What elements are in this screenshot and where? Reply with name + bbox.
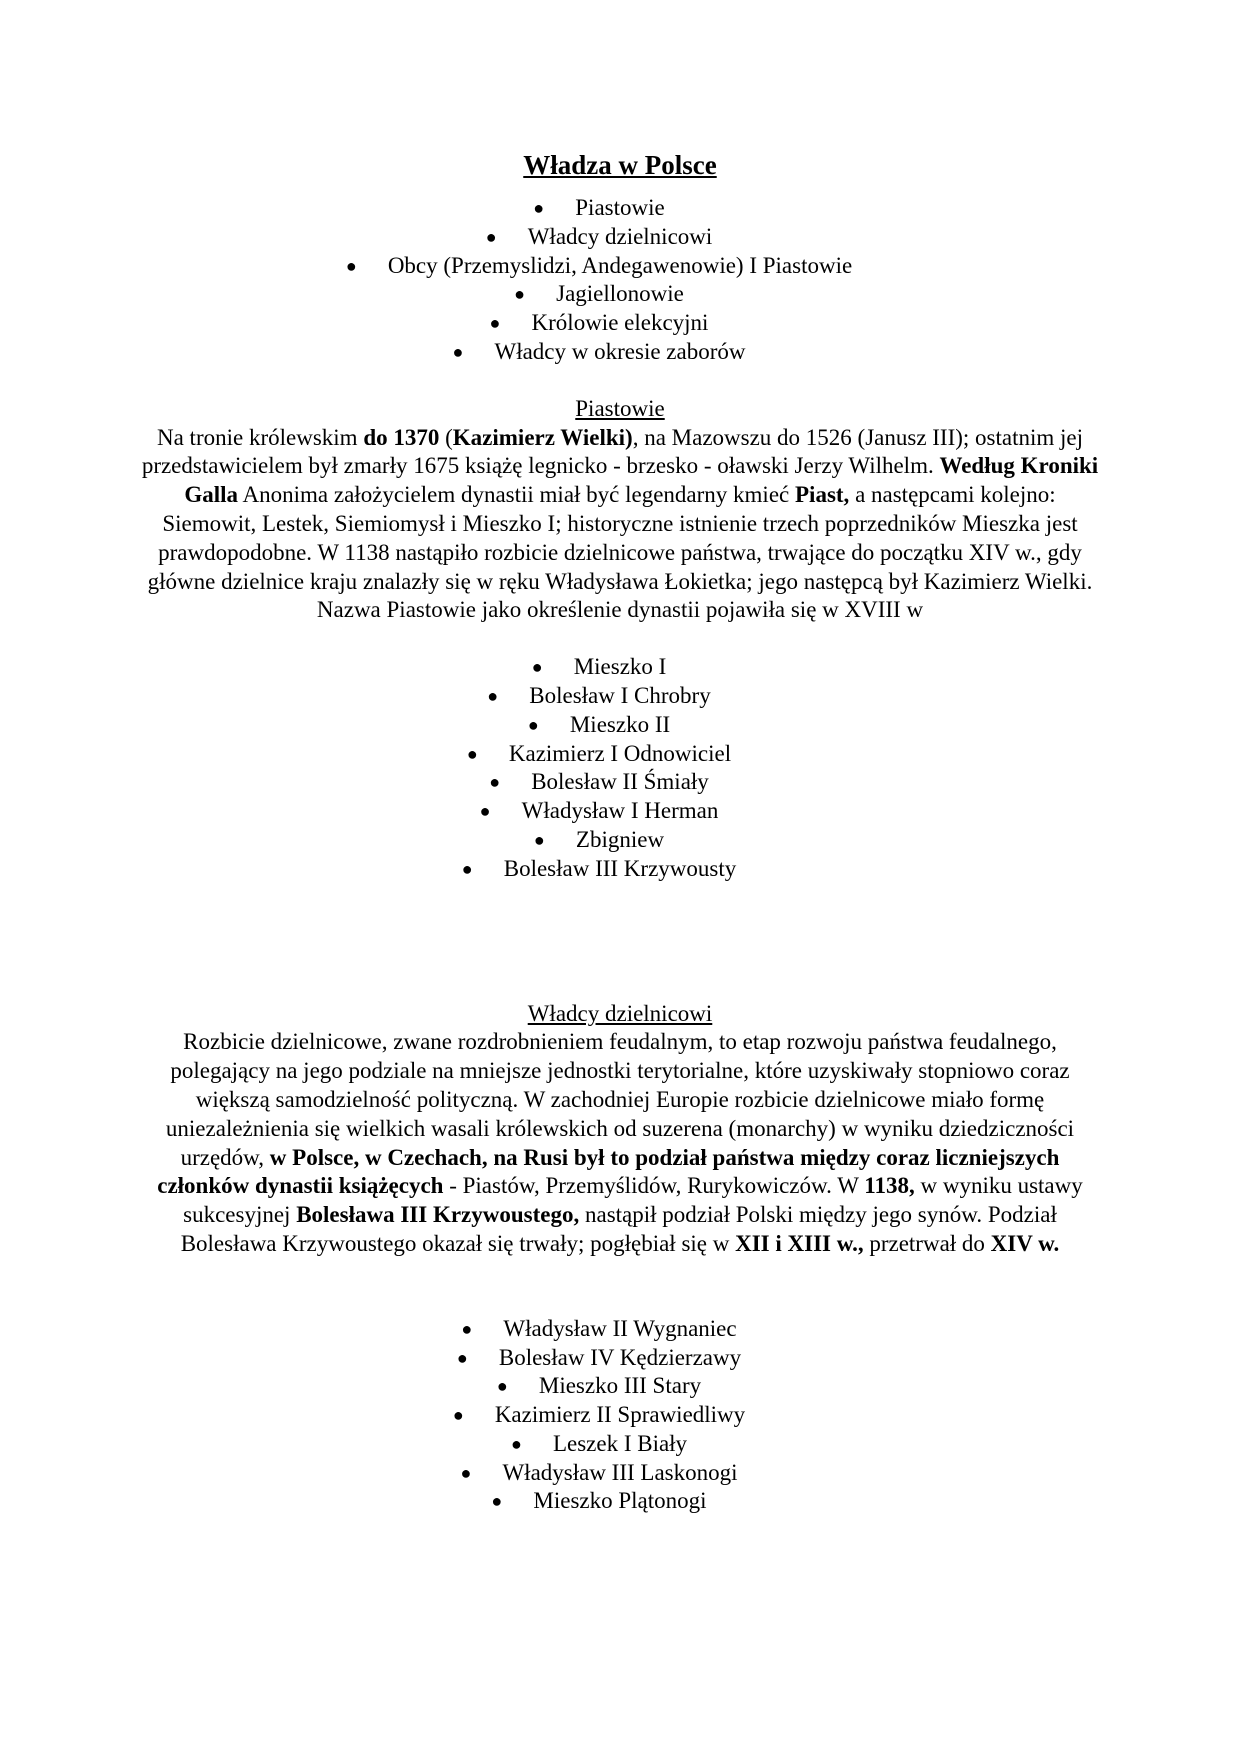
list-item: ● Piastowie	[135, 194, 1105, 223]
bullet-icon: ●	[491, 1491, 503, 1512]
section-heading-dzielnicowi: Władcy dzielnicowi	[527, 1000, 713, 1026]
list-item: ● Królowie elekcyjni	[135, 309, 1105, 338]
bullet-icon: ●	[479, 801, 491, 822]
list-item: ● Kazimierz II Sprawiedliwy	[135, 1401, 1105, 1430]
list-item: ● Jagiellonowie	[135, 280, 1105, 309]
list-item: ● Mieszko I	[135, 653, 1105, 682]
bullet-icon: ●	[533, 829, 545, 850]
list-item: ● Władcy w okresie zaborów	[135, 338, 1105, 367]
dzielnicowi-list	[135, 1315, 1105, 1517]
section-heading-piastowie: Piastowie	[575, 395, 665, 421]
bullet-icon: ●	[510, 1433, 522, 1454]
list-item: ● Władysław I Herman	[135, 797, 1105, 826]
bullet-icon: ●	[487, 685, 499, 706]
list-item: ● Leszek I Biały	[135, 1430, 1105, 1459]
bullet-icon: ●	[533, 198, 545, 218]
list-item: ● Kazimierz I Odnowiciel	[135, 740, 1105, 769]
list-item: ● Mieszko II	[135, 711, 1105, 740]
list-item: ● Władcy dzielnicowi	[135, 223, 1105, 252]
list-item: ● Władysław II Wygnaniec	[135, 1315, 1105, 1344]
paragraph-dzielnicowi: Rozbicie dzielnicowe, zwane rozdrobnieniem feudalnym, to etap rozwoju państwa feudalnego, polegający na jego podziale na mniejsze jednostki terytorialne, które uzyskiwały stopniowo coraz większą samodzielność polityczną. W zachodniej Europie rozbicie dzielnicowe miało formę uniezależnienia się wielkich wasali królewskich od suzerena (monarchy) w wyniku dziedziczności urzędów, w Polsce, w Czechach, na Rusi był to podział państwa między coraz liczniejszych członków dynastii książęcych - Piastów, Przemyślidów, Rurykowiczów. W 1138, w wyniku ustawy sukcesyjnej Bolesława III Krzywoustego, nastąpił podział Polski między jego synów. Podział Bolesława Krzywoustego okazał się trwały; pogłębiał się w XII i XIII w., przetrwał do XIV w.	[157, 1029, 1083, 1256]
list-item: ● Bolesław II Śmiały	[135, 768, 1105, 797]
bullet-icon: ●	[452, 341, 464, 362]
intro-list	[135, 194, 1105, 367]
list-item: ● Władysław III Laskonogi	[135, 1459, 1105, 1488]
list-item: ● Mieszko III Stary	[135, 1372, 1105, 1401]
piastowie-list	[135, 653, 1105, 883]
bullet-icon: ●	[485, 226, 497, 247]
bullet-icon: ●	[345, 255, 357, 276]
bullet-icon: ●	[514, 284, 525, 305]
bullet-icon: ●	[489, 313, 501, 334]
bullet-icon: ●	[460, 1462, 472, 1483]
list-item: ● Bolesław I Chrobry	[135, 682, 1105, 711]
bullet-icon: ●	[461, 1318, 473, 1339]
bullet-icon: ●	[489, 772, 501, 793]
bullet-icon: ●	[452, 1405, 464, 1426]
list-item: ● Zbigniew	[135, 826, 1105, 855]
list-item: ● Bolesław IV Kędzierzawy	[135, 1344, 1105, 1373]
bullet-icon: ●	[466, 743, 478, 764]
list-item: ● Bolesław III Krzywousty	[135, 855, 1105, 884]
list-item: ● Mieszko Plątonogi	[135, 1487, 1105, 1516]
bullet-icon: ●	[461, 858, 473, 879]
bullet-icon: ●	[531, 657, 543, 678]
list-item: ● Obcy (Przemyslidzi, Andegawenowie) I Piastowie	[135, 252, 1105, 281]
bullet-icon: ●	[496, 1376, 508, 1397]
bullet-icon: ●	[527, 714, 539, 735]
paragraph-piastowie: Na tronie królewskim do 1370 (Kazimierz Wielki), na Mazowszu do 1526 (Janusz III); ostatnim jej przedstawicielem był zmarły 1675 książę legnicko - brzesko - oławski Jerzy Wilhelm. Według Kroniki Galla Anonima założycielem dynastii miał być legendarny kmieć Piast, a następcami kolejno: Siemowit, Lestek, Siemiomysł i Mieszko I; historyczne istnienie trzech poprzedników Mieszka jest prawdopodobne. W 1138 nastąpiło rozbicie dzielnicowe państwa, trwające do początku XIV w., gdy główne dzielnice kraju znalazły się w ręku Władysława Łokietka; jego następcą był Kazimierz Wielki. Nazwa Piastowie jako określenie dynastii pojawiła się w XVIII w	[141, 424, 1099, 623]
document-title: Władza w Polsce	[523, 150, 717, 180]
bullet-icon: ●	[456, 1347, 468, 1368]
